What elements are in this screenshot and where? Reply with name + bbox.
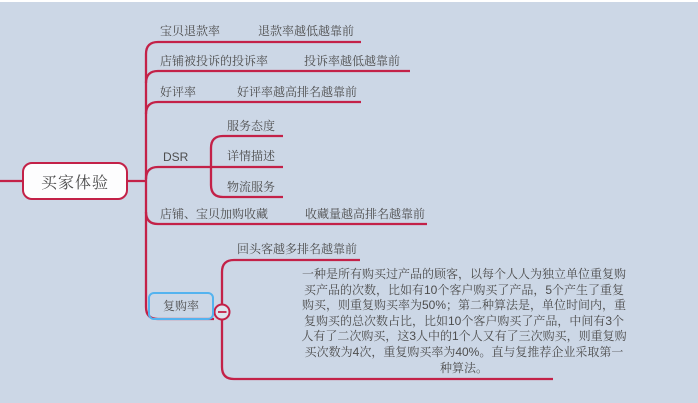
note-line: 种算法。 [439,360,488,375]
note-line: 买产品的次数，比如有10个客户购买了产品，5个产生了重复 [303,282,625,297]
note-line: 购买，则重复购买率为50%；第二种算法是，单位时间内，重 [301,298,627,313]
root-topic[interactable] [22,162,128,200]
subtopic-favorites-note[interactable]: 收藏量越高排名越靠前 [305,207,426,221]
topic-repurchase-note[interactable] [237,267,691,376]
subtopic-refund-note[interactable]: 退款率越低越靠前 [258,24,355,38]
topic-favorites[interactable]: 店铺、宝贝加购收藏 [160,207,269,221]
branch-complaint-line [146,71,410,83]
topic-repurchase-rate[interactable]: 复购率 [162,299,199,313]
collapse-toggle[interactable] [215,305,230,320]
topic-refund-rate[interactable]: 宝贝退款率 [160,24,221,38]
branch-dsr-line [146,167,283,179]
topic-dsr[interactable]: DSR [163,150,189,164]
note-line: 一种是所有购买过产品的顾客，以每个人人为独立单位重复购 [301,267,626,281]
root-topic-label: 买家体验 [40,174,109,192]
subtopic-service-attitude[interactable]: 服务态度 [227,119,276,133]
subtopic-complaint-note[interactable]: 投诉率越低越靠前 [304,54,401,68]
topic-complaint-rate[interactable]: 店铺被投诉的投诉率 [160,54,269,68]
topic-praise-rate[interactable]: 好评率 [160,85,197,99]
subtopic-returning-customers[interactable]: 回头客越多排名越靠前 [237,242,358,256]
note-line: 买次数为4次，重复购买率为40%。直与复推荐企业采取第一 [304,344,624,359]
subtopic-logistics[interactable]: 物流服务 [227,180,276,194]
subtopic-praise-note[interactable]: 好评率越高排名越靠前 [237,85,358,99]
note-line: 复购买的总次数占比，比如10个客户购买了产品，中间有3个 [303,313,625,328]
branch-praise-line [146,102,361,114]
note-line: 人有了二次购买，这3人中的1个人又有了三次购买，则重复购 [301,329,627,344]
subtopic-description[interactable]: 详情描述 [227,149,276,163]
